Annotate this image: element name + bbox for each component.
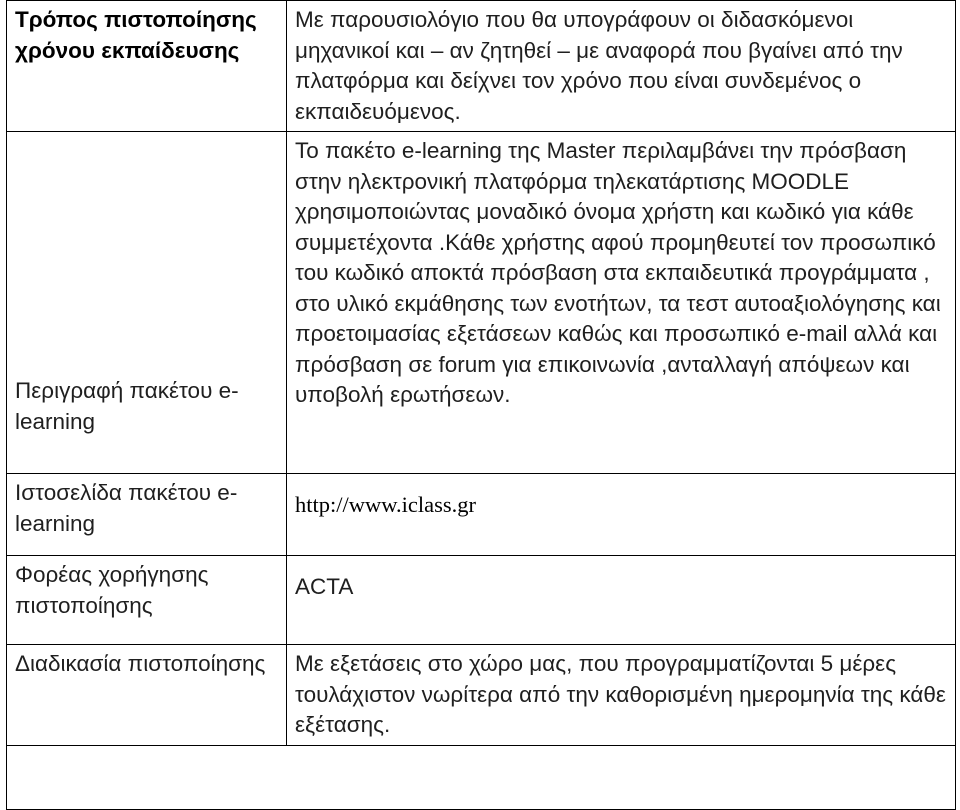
table-row-time-certification	[7, 1, 956, 132]
label-package-website: Ιστοσελίδα πακέτου e-learning	[7, 474, 287, 556]
table-row-certification-procedure	[7, 645, 956, 746]
table-row-package-description	[7, 132, 956, 474]
table-row-certification-body	[7, 556, 956, 645]
value-package-description: Το πακέτο e-learning της Master περιλαμβάνει την πρόσβαση στην ηλεκτρονική πλατφόρμα τηλεκατάρτισης MOODLE χρησιμοποιώντας μοναδικό όνομα χρήστη και κωδικό για κάθε συμμετέχοντα .Κάθε χρήστης αφού προμηθευτεί τον προσωπικό του κωδικό αποκτά πρόσβαση στα εκπαιδευτικά προγράμματα , στο υλικό εκμάθησης των ενοτήτων, τα τεστ αυτοαξιολόγησης και προετοιμασίας εξετάσεων καθώς και προσωπικό e-mail αλλά και πρόσβαση σε forum για επικοινωνία ,ανταλλαγή απόψεων και υποβολή ερωτήσεων.	[287, 132, 956, 474]
value-certification-body-cell	[287, 556, 956, 645]
certification-info-table	[6, 0, 956, 810]
package-website-link[interactable]: http://www.iclass.gr	[295, 492, 477, 517]
value-time-certification: Με παρουσιολόγιο που θα υπογράφουν οι διδασκόμενοι μηχανικοί και – αν ζητηθεί – με αναφορά που βγαίνει από την πλατφόρμα και δείχνει τον χρόνο που είναι συνδεμένος ο εκπαιδευόμενος.	[287, 1, 956, 132]
value-package-website-cell	[287, 474, 956, 556]
table-row-package-website	[7, 474, 956, 556]
value-certification-procedure: Με εξετάσεις στο χώρο μας, που προγραμματίζονται 5 μέρες τουλάχιστον νωρίτερα από την καθορισμένη ημερομηνία της κάθε εξέτασης.	[287, 645, 956, 746]
value-certification-body: ACTA	[295, 574, 354, 599]
label-certification-procedure: Διαδικασία πιστοποίησης	[7, 645, 287, 746]
label-certification-body: Φορέας χορήγησης πιστοποίησης	[7, 556, 287, 645]
label-package-description-cell	[7, 132, 287, 474]
table-row-empty	[7, 745, 956, 809]
label-time-certification: Τρόπος πιστοποίησης χρόνου εκπαίδευσης	[7, 1, 287, 132]
empty-cell	[7, 745, 956, 809]
label-package-description: Περιγραφή πακέτου e-learning	[15, 378, 239, 434]
